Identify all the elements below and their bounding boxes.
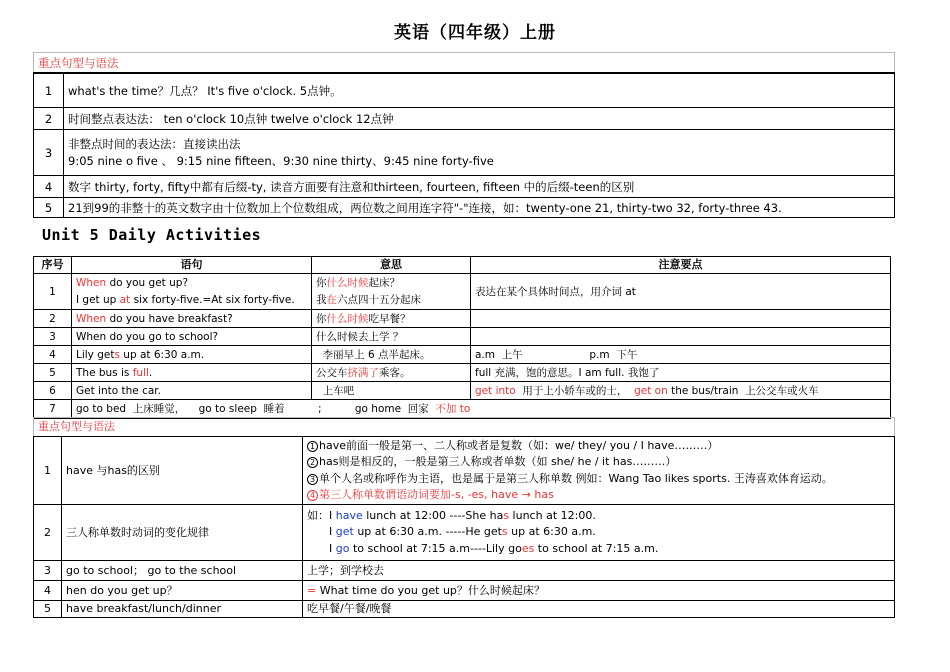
unit-title: Unit 5 Daily Activities — [42, 226, 262, 244]
note-cell — [471, 382, 891, 400]
table-row — [34, 561, 895, 581]
highlight-word: = — [307, 583, 317, 597]
sentence-cell: When do you go to school? — [72, 328, 312, 346]
example-text: I — [329, 541, 336, 555]
row-number: 1 — [34, 437, 62, 505]
row-number: 5 — [34, 601, 62, 618]
sentence-text: do you get up? — [106, 276, 189, 289]
highlight-word: When — [76, 276, 107, 289]
rule-text: have前面一般是第一、二人称或者是复数（如：we/ they/ you / I have………） — [319, 438, 719, 452]
sentence-cell — [72, 400, 891, 419]
note-cell — [471, 328, 891, 346]
meaning-text: 吃早餐？ — [368, 312, 411, 325]
sentence-text: The bus is — [76, 366, 133, 379]
grammar-table-1 — [33, 52, 895, 218]
highlight-word: 什么时候 — [326, 276, 369, 289]
row-number: 4 — [34, 346, 72, 364]
topic-cell: have 与has的区别 — [62, 437, 303, 505]
note-cell: 表达在某个具体时间点，用介词 at — [471, 274, 891, 310]
row-line: 9:05 nine o five 、 9:15 nine fifteen、9:30 nine thirty、9:45 nine forty-five — [68, 153, 494, 168]
highlight-word: go — [335, 541, 350, 555]
example-text: lunch at 12:00. — [509, 508, 596, 522]
row-number: 2 — [34, 505, 62, 561]
row-number: 7 — [34, 400, 72, 419]
column-header: 语句 — [72, 257, 312, 274]
content-cell — [303, 437, 895, 505]
sentence-text: go to bed 上床睡觉， go to sleep 睡着 ; go home 回家 — [76, 403, 436, 415]
row-text: 时间整点表达法： ten o'clock 10点钟 twelve o'clock 12点钟 — [64, 108, 895, 130]
highlight-word: 不加 to — [435, 403, 471, 415]
meaning-cell: 李丽早上 6 点半起床。 — [312, 346, 471, 364]
note-cell — [471, 310, 891, 328]
meaning-text: 你 — [316, 276, 327, 289]
sentence-text: Lily get — [76, 348, 115, 361]
highlight-word: get on — [634, 384, 668, 397]
table-row — [34, 382, 891, 400]
row-number: 1 — [34, 274, 72, 310]
highlight-word: 什么时候 — [326, 312, 369, 325]
example-text: lunch at 12:00 ----She ha — [362, 508, 504, 522]
row-text — [64, 130, 895, 176]
row-number: 5 — [34, 364, 72, 382]
row-number: 1 — [34, 74, 64, 108]
row-line: 非整点时间的表达法：直接读出法 — [68, 136, 241, 151]
content-cell — [303, 505, 895, 561]
meaning-cell — [312, 364, 471, 382]
column-header: 注意要点 — [471, 257, 891, 274]
meaning-text: 你 — [316, 312, 327, 325]
meaning-cell — [312, 310, 471, 328]
row-number: 4 — [34, 581, 62, 601]
table-row — [34, 364, 891, 382]
sentence-text: do you have breakfast? — [106, 312, 233, 325]
table-row — [34, 400, 891, 419]
column-header: 序号 — [34, 257, 72, 274]
content-text: What time do you get up？什么时候起床？ — [316, 583, 545, 597]
sentence-text: up at 6:30 a.m. — [119, 348, 205, 361]
grammar-table-2 — [33, 417, 895, 618]
highlight-word: s — [503, 508, 510, 522]
table-row — [34, 198, 895, 218]
meaning-text: 六点四十五分起床 — [337, 293, 421, 306]
table-row — [34, 176, 895, 198]
table-row — [34, 346, 891, 364]
section-header-row — [34, 418, 895, 437]
sentence-cell — [72, 274, 312, 310]
column-header: 意思 — [312, 257, 471, 274]
topic-cell: have breakfast/lunch/dinner — [62, 601, 303, 618]
highlight-word: have — [335, 508, 363, 522]
table-row — [34, 108, 895, 130]
rule-text: 单个人名或称呼作为主语，也是属于是第三人称单数 例如：Wang Tao likes sports. 王涛喜欢体育运动。 — [319, 471, 833, 485]
meaning-text: 公交车 — [316, 366, 348, 379]
row-number: 3 — [34, 328, 72, 346]
row-number: 2 — [34, 310, 72, 328]
page-title: 英语（四年级）上册 — [394, 23, 556, 43]
content-cell — [303, 581, 895, 601]
note-cell: a.m 上午 p.m 下午 — [471, 346, 891, 364]
row-number: 4 — [34, 176, 64, 198]
table-header-row — [34, 257, 891, 274]
example-text: up at 6:30 a.m. — [507, 525, 596, 539]
sentence-cell — [72, 310, 312, 328]
row-number: 3 — [34, 130, 64, 176]
meaning-text: 我 — [316, 293, 327, 306]
table-row — [34, 310, 891, 328]
section-label: 重点句型与语法 — [34, 418, 895, 437]
example-text: 如：I — [307, 508, 336, 522]
row-number: 6 — [34, 382, 72, 400]
table-row — [34, 130, 895, 176]
highlight-word: get into — [475, 384, 516, 397]
highlight-word: full — [132, 366, 149, 379]
sentence-cell: Get into the car. — [72, 382, 312, 400]
meaning-cell: 什么时候去上学 ？ — [312, 328, 471, 346]
highlight-word: s — [501, 525, 508, 539]
circled-number: 4 — [307, 490, 318, 501]
circled-number: 1 — [307, 441, 318, 452]
circled-number: 3 — [307, 474, 318, 485]
highlight-word: es — [521, 541, 535, 555]
highlight-word: 在 — [326, 293, 337, 306]
highlight-word: When — [76, 312, 107, 325]
unit-vocabulary-table — [33, 256, 891, 419]
table-row — [34, 601, 895, 618]
table-row — [34, 274, 891, 310]
sentence-cell — [72, 346, 312, 364]
row-text: what's the time？几点？ It's five o'clock. 5点钟。 — [64, 74, 895, 108]
table-row — [34, 328, 891, 346]
circled-number: 2 — [307, 457, 318, 468]
note-cell: full 充满，饱的意思。I am full. 我饱了 — [471, 364, 891, 382]
row-text: 数字 thirty, forty, fifty中都有后缀-ty, 读音方面要有注意和thirteen, fourteen, fifteen 中的后缀-teen的区别 — [64, 176, 895, 198]
sentence-text: . — [148, 366, 153, 379]
highlight-word: 挤满了 — [347, 366, 379, 379]
example-line — [307, 541, 890, 558]
sentence-text: six forty-five.=At six forty-five. — [130, 293, 295, 306]
row-number: 2 — [34, 108, 64, 130]
example-line — [307, 524, 890, 541]
table-row — [34, 505, 895, 561]
example-text: I — [329, 525, 336, 539]
content-cell: 吃早餐/午餐/晚餐 — [303, 601, 895, 618]
rule-text: 第三人称单数谓语动词要加-s, -es, have → has — [319, 488, 554, 501]
note-text: the bus/train 上公交车或火车 — [667, 384, 819, 397]
meaning-cell: 上车吧 — [312, 382, 471, 400]
meaning-text: 起床？ — [368, 276, 400, 289]
row-number: 5 — [34, 198, 64, 218]
table-row — [34, 74, 895, 108]
example-text: up at 6:30 a.m. -----He get — [353, 525, 502, 539]
rule-text: has则是相反的，一般是第三人称或者单数（如 she/ he / it has………） — [319, 455, 677, 468]
meaning-cell — [312, 274, 471, 310]
meaning-text: 乘客。 — [379, 366, 411, 379]
highlight-word: s — [114, 348, 120, 361]
topic-cell: hen do you get up？ — [62, 581, 303, 601]
table-row — [34, 581, 895, 601]
topic-cell: 三人称单数时动词的变化规律 — [62, 505, 303, 561]
table-row — [34, 437, 895, 505]
row-number: 3 — [34, 561, 62, 581]
section-label: 重点句型与语法 — [34, 53, 895, 73]
note-text: 用于上小轿车或的士， — [515, 384, 635, 397]
sentence-text: I get up — [76, 293, 120, 306]
section-header-row — [34, 53, 895, 73]
highlight-word: get — [335, 525, 354, 539]
row-text: 21到99的非整十的英文数字由十位数加上个位数组成，两位数之间用连字符"-"连接，如：twenty-one 21, thirty-two 32, forty-three 43. — [64, 198, 895, 218]
example-text: to school at 7:15 a.m----Lily go — [349, 541, 522, 555]
topic-cell: go to school； go to the school — [62, 561, 303, 581]
highlight-word: at — [119, 293, 131, 306]
example-text: to school at 7:15 a.m. — [534, 541, 659, 555]
sentence-cell — [72, 364, 312, 382]
content-cell: 上学；到学校去 — [303, 561, 895, 581]
